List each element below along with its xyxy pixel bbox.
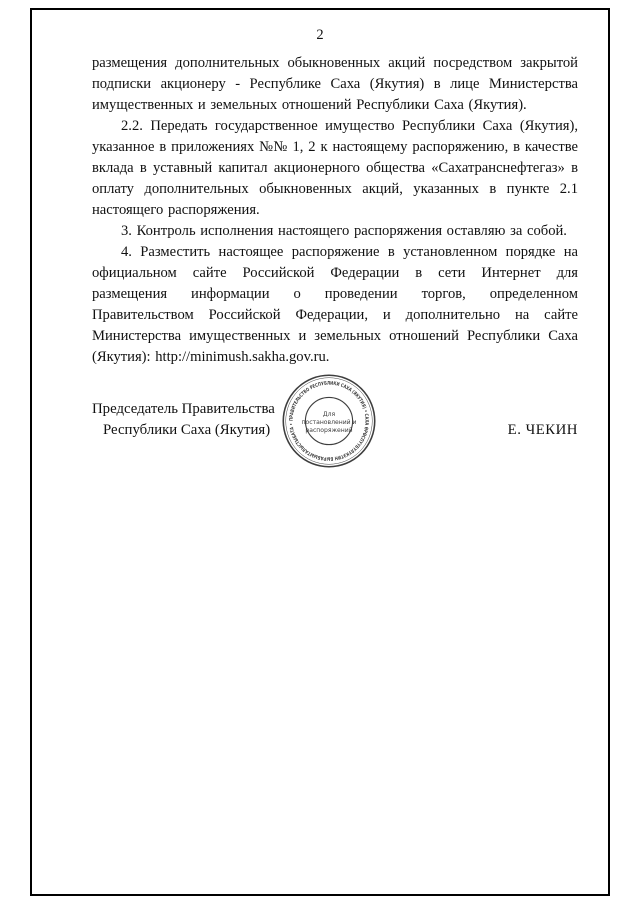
- paragraph-continuation: размещения дополнительных обыкновенных акций посредством закрытой подписки акционеру - Республике Саха (Якутия) в лице Министерства имущественных и земельных отношений Республики Саха (Якутия).: [92, 55, 578, 113]
- signer-title-line1: Председатель Правительства: [92, 401, 275, 417]
- page-number: 2: [316, 27, 324, 43]
- stamp-center-line1: Для: [322, 411, 336, 419]
- stamp-center-line2: постановлений и: [301, 418, 357, 426]
- paragraph-2-2: 2.2. Передать государственное имущество Республики Саха (Якутия), указанное в приложениях №№ 1, 2 к настоящему распоряжению, в качестве вклада в уставный капитал акционерного общества «Сахатранснефтегаз» в оплату дополнительных обыкновенных акций, указанных в пункте 2.1 настоящего распоряжения.: [92, 118, 578, 218]
- stamp-center-line3: распоряжений: [305, 426, 353, 434]
- stamp-ring-text: ПРАВИТЕЛЬСТВО РЕСПУБЛИКИ САХА (ЯКУТИЯ) • САХА ӨРӨСПҮҮБҮЛҮКЭТИН БЫРАБЫЫТАЛЫСТЫБАТА •: [288, 380, 370, 462]
- signer-title-line2: Республики Саха (Якутия): [103, 422, 271, 438]
- official-stamp: [270, 362, 388, 480]
- paragraph-4: 4. Разместить настоящее распоряжение в установленном порядке на официальном сайте Российской Федерации в сети Интернет для размещения информации о проведении торгов, определенном Правительством Российской Федерации, и дополнительно на сайте Министерства имущественных и земельных отношений Республики Саха (Якутия): http://minimush.sakha.gov.ru.: [92, 244, 578, 365]
- signer-title: [92, 399, 275, 441]
- signer-name: Е. ЧЕКИН: [507, 422, 578, 438]
- paragraph-3: 3. Контроль исполнения настоящего распоряжения оставляю за собой.: [121, 223, 567, 239]
- document-body: [92, 53, 578, 368]
